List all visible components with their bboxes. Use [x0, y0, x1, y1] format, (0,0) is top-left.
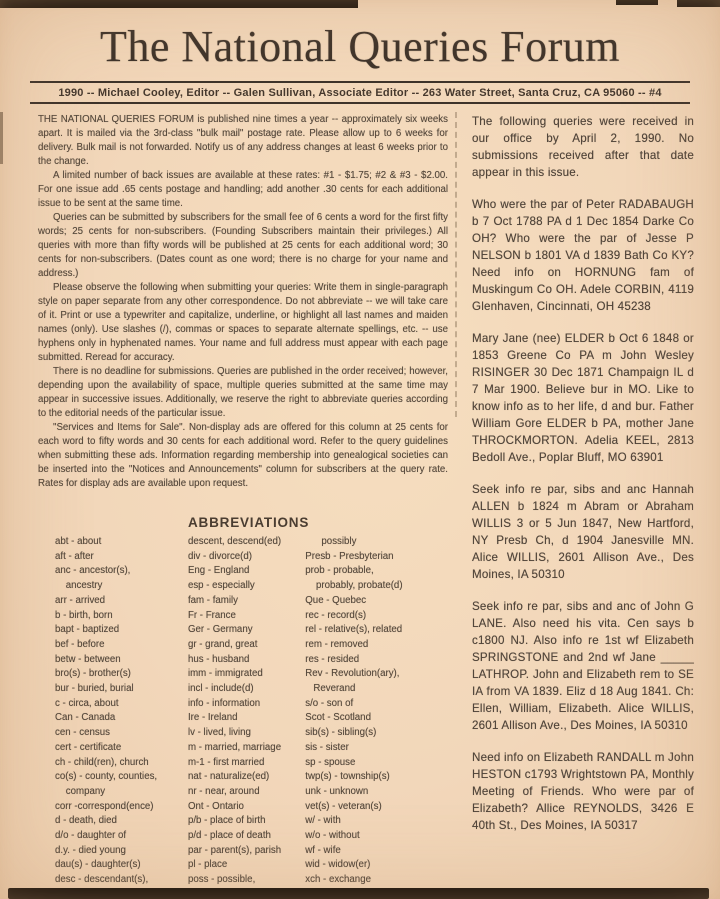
abbreviation-entry: pl - place [187, 859, 228, 871]
abbreviations-heading: ABBREVIATIONS [188, 515, 310, 530]
query-paragraph: Who were the par of Peter RADABAUGH b 7 Oct 1788 PA d 1 Dec 1854 Darke Co OH? Who were the par of Jesse P NELSON b 1801 VA d 1839 Bath Co KY? Need info on HORNUNG fam of Muskingum Co OH. Adele CORBIN, 4119 Glenhaven, Cincinnati, OH 45238 [472, 198, 694, 313]
abbreviation-entry: co(s) - county, counties, [55, 771, 158, 783]
abbreviation-entry: wf - wife [305, 844, 341, 856]
abbreviation-entry: probably, probate(d) [305, 580, 403, 592]
query-paragraph: Need info on Elizabeth RANDALL m John HESTON c1793 Wrightstown PA, Monthly Meeting of Friends. Who were par of Elizabeth? Allice REYNOLDS, 3426 E 40th St., Des Moines, IA 50317 [472, 751, 694, 832]
editorial-paragraph: Queries can be submitted by subscribers for the small fee of 6 cents a word for the first fifty words; 25 cents for non-subscribers. (Founding Subscribers maintain their privileges.) All queries with more than fifty words will be published at 25 cents for each additional word; 30 cents for non-subscribers. (Dates count as one word; there is no charge for your name and address.) [38, 212, 448, 279]
abbreviation-entry: desc - descendant(s), [55, 874, 149, 886]
abbreviation-entry: p/b - place of birth [187, 815, 266, 827]
abbreviation-entry: par - parent(s), parish [187, 844, 282, 856]
query-paragraph: Mary Jane (nee) ELDER b Oct 6 1848 or 1853 Greene Co PA m John Wesley RISINGER 30 Dec 1871 Champaign IL d 7 Mar 1900. Believe bur in MO. Like to know info as to her life, d and bur. Father William Gore ELDER b PA, mother Jane THROCKMORTON. Adelia KEEL, 2813 Bedoll Ave., Poplar Bluff, MO 63901 [472, 332, 694, 464]
abbreviation-entry: info - information [187, 697, 261, 709]
query-paragraph: The following queries were received in our office by April 2, 1990. No submissions received after that date appear in this issue. [472, 115, 694, 179]
abbreviations-col-3 [305, 535, 448, 888]
abbreviation-entry: bef - before [55, 638, 105, 650]
abbreviation-entry: betw - between [55, 653, 121, 665]
abbreviation-entry: rem - removed [305, 638, 369, 650]
abbreviation-entry: wid - widow(er) [305, 859, 371, 871]
abbreviation-entry: vet(s) - veteran(s) [305, 800, 382, 812]
abbreviation-entry: m-1 - first married [187, 756, 265, 768]
editorial-paragraph: There is no deadline for submissions. Queries are published in the order received; however, depending upon the availability of space, multiple queries submitted at the same time may appear in successive issues. Additionally, we reserve the right to abbreviate queries according to the editorial needs of the particular issue. [38, 366, 448, 419]
abbreviation-entry: div - divorce(d) [187, 550, 253, 562]
abbreviation-entry: m - married, marriage [187, 741, 282, 753]
editorial-paragraph: THE NATIONAL QUERIES FORUM is published nine times a year -- approximately six weeks apart. It is mailed via the 3rd-class "bulk mail" postage rate. Please allow up to 6 weeks for delivery. Bulk mail is not forwarded. Notify us of any address changes at least 6 weeks prior to the change. [38, 114, 448, 167]
abbreviation-entry: Ire - Ireland [187, 712, 238, 724]
abbreviation-entry: imm - immigrated [187, 668, 263, 680]
scan-edge-top-mid [616, 0, 658, 5]
abbreviation-entry: bur - buried, burial [55, 683, 134, 695]
abbreviation-entry: res - resided [305, 653, 360, 665]
abbreviation-entry: dau(s) - daughter(s) [55, 859, 141, 871]
editorial-paragraph: Please observe the following when submitting your queries: Write them in single-paragraph style on paper separate from any other correspondence. Do not abbreviate -- we will take care of it. Print or use a typewriter and capitalize, underline, or highlight all last names and maiden names (only). Use slashes (/), commas or spaces to separate alternate spellings, etc. -- use hyphens only in hyphenated names. Your name and full address must appear with each page submitted. Reread for accuracy. [38, 282, 448, 363]
abbreviation-entry: nat - naturalize(ed) [187, 771, 270, 783]
abbreviation-entry: Fr - France [187, 609, 236, 621]
abbreviation-entry: unk - unknown [305, 785, 369, 797]
abbreviation-entry: ancestry [55, 580, 103, 592]
abbreviation-entry: corr -correspond(ence) [55, 800, 154, 812]
abbreviations-col-1 [55, 535, 188, 888]
masthead-info-line: 1990 -- Michael Cooley, Editor -- Galen Sullivan, Associate Editor -- 263 Water Street, Santa Cruz, CA 95060 -- #4 [30, 81, 690, 104]
abbreviation-entry: Rev - Revolution(ary), [305, 668, 400, 680]
scan-edge-top-right [677, 0, 720, 7]
abbreviation-entry: rec - record(s) [305, 609, 367, 621]
abbreviations-columns [38, 535, 448, 888]
abbreviations-col-2 [188, 535, 305, 888]
abbreviation-entry: possibly [305, 536, 357, 547]
abbreviation-entry: rel - relative(s), related [305, 624, 403, 636]
editorial-column [38, 113, 448, 888]
abbreviation-entry: Ger - Germany [187, 624, 253, 636]
abbreviation-entry: aft - after [55, 550, 94, 562]
query-paragraph: Seek info re par, sibs and anc of John G LANE. Also need his vita. Cen says b c1800 NJ. Also info re 1st wf Elizabeth SPRINGSTONE and 2nd wf Jane _____ LATHROP. John and Elizabeth rem to SE IA from VA 1839. Eliz d 18 Aug 1841. Ch: Ellen, William, Elizabeth. Alice WILLIS, 2601 Allison Ave., Des Moines, IA 50310 [472, 600, 694, 732]
abbreviation-entry: Can - Canada [55, 712, 116, 724]
abbreviation-entry: bro(s) - brother(s) [55, 668, 131, 680]
editorial-paragraph: A limited number of back issues are available at these rates: #1 - $1.75; #2 & #3 - $2.00. For one issue add .65 cents postage and handling; add another .30 cents for each additional issue to be sent at the same time. [38, 170, 448, 209]
abbreviation-entry: p/d - place of death [187, 830, 271, 842]
abbreviation-entry: arr - arrived [55, 594, 106, 606]
abbreviation-entry: cert - certificate [55, 741, 122, 753]
abbreviation-entry: Presb - Presbyterian [305, 550, 394, 562]
abbreviation-entry: poss - possible, [187, 874, 256, 886]
queries-column [472, 113, 694, 849]
abbreviation-entry: prob - probable, [305, 565, 374, 577]
abbreviation-entry: d.y. - died young [55, 844, 126, 856]
scan-edge-top-left [0, 0, 358, 8]
abbreviations-section [38, 515, 448, 888]
editorial-paragraphs [38, 113, 448, 491]
abbreviation-entry: Que - Quebec [305, 594, 367, 606]
abbreviation-entry: b - birth, born [55, 609, 113, 621]
abbreviation-entry: c - circa, about [55, 697, 119, 709]
abbreviation-entry: Scot - Scotland [305, 712, 371, 724]
editorial-paragraph: "Services and Items for Sale". Non-display ads are offered for this column at 25 cents for each word to fifty words and 30 cents for each additional word. Refer to the query guidelines when submitting these ads. Information regarding membership into genealogical societies can be inserted into the "Notices and Announcements" column for subscribers at the query rate. Rates for display ads are available upon request. [38, 422, 448, 489]
abbreviation-entry: anc - ancestor(s), [55, 565, 131, 577]
scan-fold-artifact-line [455, 112, 457, 417]
abbreviation-entry: gr - grand, great [187, 638, 258, 650]
abbreviation-entry: fam - family [187, 594, 239, 606]
abbreviation-entry: Reverand [305, 683, 356, 695]
abbreviation-entry: sib(s) - sibling(s) [305, 727, 377, 739]
abbreviation-entry: Ont - Ontario [187, 800, 244, 812]
abbreviation-entry: d - death, died [55, 815, 117, 827]
abbreviation-entry: xch - exchange [305, 874, 371, 886]
abbreviation-entry: abt - about [55, 536, 102, 547]
query-paragraph: Seek info re par, sibs and anc Hannah ALLEN b 1824 m Abram or Abraham WILLIS 3 or 5 Jun 1847, New Hartford, NY Presb Ch, d 1904 Janesville MN. Alice WILLIS, 2601 Allison Ave., Des Moines, IA 50310 [472, 483, 694, 581]
abbreviation-entry: Eng - England [187, 565, 250, 577]
abbreviation-entry: nr - near, around [187, 785, 260, 797]
abbreviation-entry: esp - especially [187, 580, 255, 592]
abbreviation-entry: sp - spouse [305, 756, 356, 768]
abbreviation-entry: company [55, 785, 106, 797]
abbreviation-entry: incl - include(d) [187, 683, 254, 695]
abbreviation-entry: ch - child(ren), church [55, 756, 149, 768]
page-content [0, 104, 720, 888]
abbreviation-entry: twp(s) - township(s) [305, 771, 390, 783]
page-title: The National Queries Forum [99, 22, 621, 71]
abbreviation-entry: d/o - daughter of [55, 830, 127, 842]
abbreviation-entry: descent, descend(ed) [187, 536, 282, 547]
abbreviation-entry: w/o - without [305, 830, 360, 842]
abbreviation-entry: s/o - son of [305, 697, 354, 709]
abbreviation-entry: w/ - with [305, 815, 341, 827]
scan-edge-bottom [8, 888, 709, 899]
scan-edge-left-mark [0, 112, 3, 164]
abbreviation-entry: bapt - baptized [55, 624, 120, 636]
abbreviation-entry: lv - lived, living [187, 727, 251, 739]
abbreviation-entry: hus - husband [187, 653, 250, 665]
abbreviation-entry: cen - census [55, 727, 110, 739]
abbreviation-entry: sis - sister [305, 741, 349, 753]
